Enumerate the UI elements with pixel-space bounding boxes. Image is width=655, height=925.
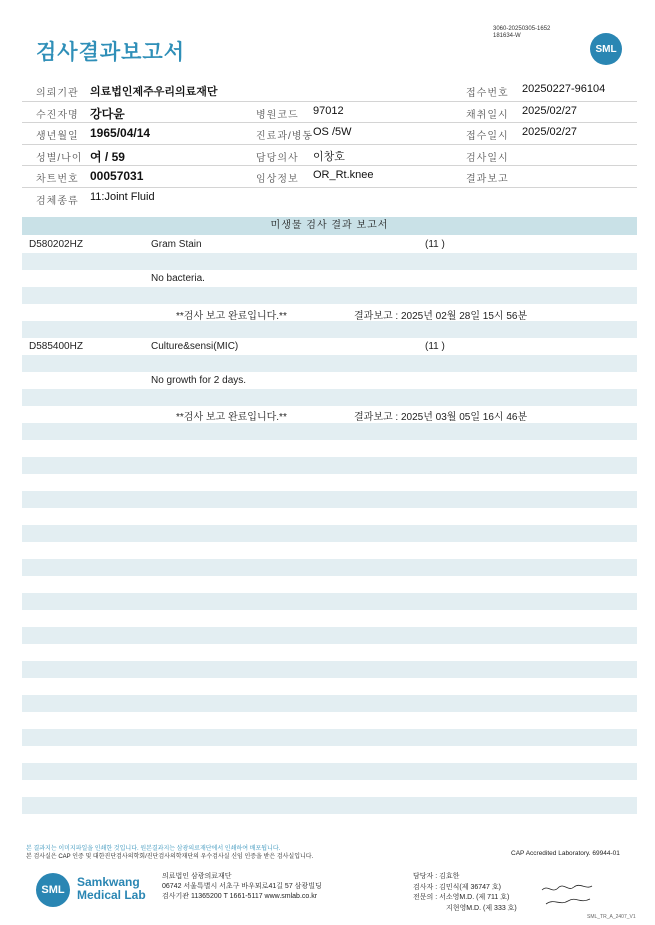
test-name: Culture&sensi(MIC) [151, 341, 239, 352]
lab-name [77, 876, 146, 902]
stripe-row [22, 406, 637, 423]
test-code: D585400HZ [29, 341, 83, 352]
staff-specialist-2: 지현영M.D. (제 333 호) [446, 904, 517, 912]
sml-logo-icon: SML [590, 33, 622, 65]
stripe-row [22, 542, 637, 559]
specimen-value: 11:Joint Fluid [90, 190, 155, 203]
clinical-value: OR_Rt.knee [313, 169, 374, 181]
receipt-date-value: 2025/02/27 [522, 126, 578, 138]
staff-specialist: 전문의 : 서소영M.D. (제 711 호) [413, 894, 510, 901]
stripe-row [22, 508, 637, 525]
stripe-row [22, 321, 637, 338]
report-complete: **검사 보고 완료입니다.** [176, 412, 287, 423]
specimen-number: (11 ) [425, 341, 445, 352]
samkwang-logo-icon: SML [36, 873, 70, 907]
patient-label: 수진자명 [36, 109, 79, 121]
test-code: D580202HZ [29, 239, 83, 250]
receipt-no-label: 접수번호 [466, 88, 509, 99]
lab-name-line2: Medical Lab [77, 888, 146, 902]
section-title: 미생물 검사 결과 보고서 [22, 217, 637, 235]
stripe-row [22, 525, 637, 542]
chart-value: 00057031 [90, 169, 144, 183]
stripe-row [22, 678, 637, 695]
exam-date-label: 검사일시 [466, 152, 509, 164]
stripe-row [22, 644, 637, 661]
staff-list [413, 872, 517, 914]
stripe-row [22, 576, 637, 593]
document-id [493, 26, 550, 40]
stripe-row [22, 661, 637, 678]
report-title: 검사결과보고서 [36, 41, 186, 64]
hospital-code-label: 병원코드 [256, 109, 299, 121]
signature-icon [540, 880, 600, 908]
lab-name-line1: Samkwang [77, 875, 140, 889]
collect-date-value: 2025/02/27 [522, 104, 578, 117]
doctor-value: 이창호 [313, 150, 345, 163]
lab-street: 06742 서울특별시 서초구 바우뫼로41길 57 삼광빌딩 [162, 883, 322, 890]
test-name: Gram Stain [151, 239, 202, 250]
test-result: No bacteria. [151, 273, 205, 284]
stripe-row [22, 593, 637, 610]
info-row [22, 188, 637, 209]
specimen-number: (11 ) [425, 239, 445, 250]
stripe-row [22, 270, 637, 287]
stripe-row [22, 389, 637, 406]
test-result: No growth for 2 days. [151, 375, 247, 386]
stripe-row [22, 559, 637, 576]
staff-examiner: 검사자 : 김민식(제 36747 호) [413, 883, 501, 891]
report-label: 결과보고 [466, 174, 509, 185]
result-stripes [22, 236, 637, 831]
stripe-row [22, 746, 637, 763]
patient-value: 강다윤 [90, 106, 125, 121]
info-row [22, 145, 637, 167]
requester-value: 의료법인제주우리의료재단 [90, 86, 218, 98]
document-id-line2: 181634-W [493, 33, 521, 39]
stripe-row [22, 610, 637, 627]
stripe-row [22, 474, 637, 491]
stripe-row [22, 287, 637, 304]
stripe-row [22, 355, 637, 372]
dept-label: 진료과/병동 [256, 131, 314, 142]
info-row [22, 166, 637, 188]
report-time: 결과보고 : 2025년 02월 28일 15시 56분 [354, 311, 528, 322]
stripe-row [22, 304, 637, 321]
info-row [22, 80, 637, 102]
info-row [22, 102, 637, 124]
hospital-code-value: 97012 [313, 104, 344, 117]
report-time: 결과보고 : 2025년 03월 05일 16시 46분 [354, 412, 528, 423]
stripe-row [22, 797, 637, 814]
report-complete: **검사 보고 완료입니다.** [176, 311, 287, 322]
birth-label: 생년월일 [36, 131, 79, 142]
image-print-note: 본 결과지는 이미지파일을 인쇄한 것입니다. 원본결과지는 삼광의료재단에서 인쇄하여 배포됩니다. [26, 846, 281, 852]
certification-note: 본 검사실은 CAP 인증 및 대한진단검사의학회/진단검사의학재단의 우수검사실 신임 인증을 받은 검사실입니다. [26, 854, 314, 860]
chart-label: 차트번호 [36, 174, 79, 185]
form-code: SML_TR_A_2407_V1 [587, 914, 636, 920]
stripe-row [22, 729, 637, 746]
stripe-row [22, 627, 637, 644]
birth-value: 1965/04/14 [90, 126, 151, 140]
stripe-row [22, 338, 637, 355]
patient-info-table [22, 80, 637, 208]
lab-address [162, 872, 322, 902]
stripe-row [22, 253, 637, 270]
info-row [22, 123, 637, 145]
stripe-row [22, 423, 637, 440]
stripe-row [22, 814, 637, 831]
stripe-row [22, 236, 637, 253]
specimen-label: 검체종류 [36, 195, 79, 207]
dept-value: OS /5W [313, 126, 352, 138]
stripe-row [22, 695, 637, 712]
doctor-label: 담당의사 [256, 152, 299, 164]
stripe-row [22, 372, 637, 389]
lab-contact: 검사기관 11365200 T 1661-5117 www.smlab.co.kr [162, 893, 318, 900]
sex-age-label: 성별/나이 [36, 152, 83, 164]
stripe-row [22, 712, 637, 729]
receipt-no-value: 20250227-96104 [522, 83, 606, 95]
clinical-label: 임상정보 [256, 174, 299, 185]
document-id-line1: 3060-20250305-1652 [493, 26, 551, 32]
collect-date-label: 채취일시 [466, 109, 509, 121]
requester-label: 의뢰기관 [36, 88, 79, 99]
receipt-date-label: 접수일시 [466, 131, 509, 142]
stripe-row [22, 440, 637, 457]
stripe-row [22, 491, 637, 508]
stripe-row [22, 763, 637, 780]
sex-age-value: 여 / 59 [90, 149, 125, 164]
stripe-row [22, 457, 637, 474]
lab-org: 의료법인 삼광의료재단 [162, 873, 232, 880]
stripe-row [22, 780, 637, 797]
staff-manager: 담당자 : 김효한 [413, 873, 460, 880]
cap-accreditation: CAP Accredited Laboratory. 69944-01 [511, 850, 620, 857]
